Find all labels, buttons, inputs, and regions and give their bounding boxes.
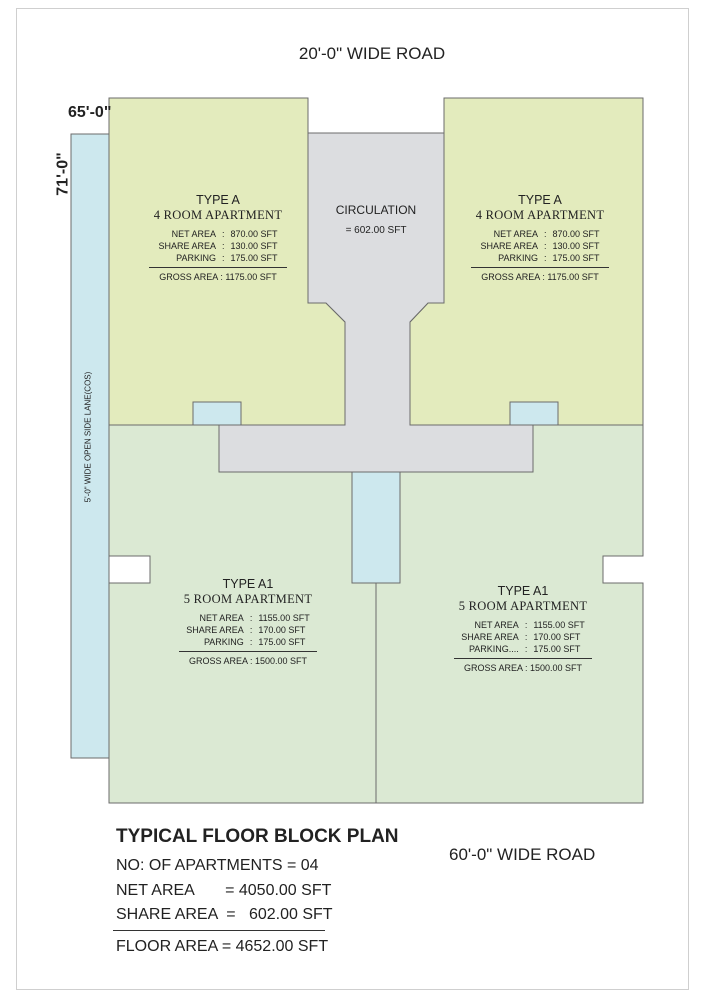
share-area-total: SHARE AREA = 602.00 SFT [116,906,333,923]
area-value: 1155.00 SFT [258,613,310,623]
area-value: 175.00 SFT [533,644,581,654]
area-key: PARKING.... [468,644,519,654]
area-table: NET AREA : 870.00 SFT SHARE AREA : 130.00 SFT PARKING : 175.00 SFT [480,229,600,263]
apartment-rooms: 5 ROOM APARTMENT [183,592,313,606]
apartment-rooms: 5 ROOM APARTMENT [458,599,588,613]
area-value: 1155.00 SFT [533,620,585,630]
divider [149,267,287,268]
divider [179,651,317,652]
road-label-top: 20'-0" WIDE ROAD [298,44,446,63]
area-key: NET AREA [199,613,244,623]
area-table: NET AREA : 1155.00 SFT SHARE AREA : 170.00 SFT PARKING.... : 175.00 SFT [461,620,585,654]
gross-area: GROSS AREA : 1175.00 SFT [481,272,599,282]
area-key: PARKING [176,253,216,263]
area-value: 130.00 SFT [230,241,278,251]
apartment-label-a-left [118,193,318,282]
apartment-rooms: 4 ROOM APARTMENT [153,208,283,222]
circulation-title: CIRCULATION [335,203,417,217]
opening-top-right [510,402,558,425]
area-value: 170.00 SFT [258,625,306,635]
area-key: NET AREA [474,620,519,630]
gross-area: GROSS AREA : 1500.00 SFT [463,663,583,673]
area-value: 170.00 SFT [533,632,581,642]
side-lane-label: 5'-0" WIDE OPEN SIDE LANE(COS) [83,371,93,503]
circulation-area-value: = 602.00 SFT [345,225,407,236]
divider [454,658,592,659]
gross-area: GROSS AREA : 1500.00 SFT [188,656,308,666]
summary-divider [113,930,325,931]
apartment-rooms: 4 ROOM APARTMENT [475,208,605,222]
apartment-label-a-right [440,193,640,282]
apartment-type: TYPE A [196,193,240,207]
apartment-type: TYPE A1 [222,577,274,591]
area-table: NET AREA : 1155.00 SFT SHARE AREA : 170.00 SFT PARKING : 175.00 SFT [186,613,310,647]
area-key: SHARE AREA [158,241,216,251]
opening-center [352,472,400,583]
circulation-label [308,203,444,236]
apartments-count: NO: OF APARTMENTS = 04 [116,857,319,874]
area-key: SHARE AREA [186,625,244,635]
area-key: SHARE AREA [461,632,519,642]
area-value: 175.00 SFT [552,253,600,263]
apartment-type: TYPE A1 [497,584,549,598]
area-table: NET AREA : 870.00 SFT SHARE AREA : 130.00 SFT PARKING : 175.00 SFT [158,229,278,263]
road-label-bottom: 60'-0" WIDE ROAD [449,845,596,864]
apartment-label-a1-right [408,584,638,673]
area-key: NET AREA [171,229,216,239]
block-plan-title: TYPICAL FLOOR BLOCK PLAN [116,826,399,847]
height-dimension: 71'-0" [54,152,72,196]
gross-area: GROSS AREA : 1175.00 SFT [159,272,277,282]
area-key: NET AREA [493,229,538,239]
area-value: 870.00 SFT [552,229,600,239]
divider [471,267,609,268]
area-value: 870.00 SFT [230,229,278,239]
opening-top-left [193,402,241,425]
area-key: PARKING [203,637,244,647]
apartment-type: TYPE A [518,193,562,207]
area-value: 130.00 SFT [552,241,600,251]
width-dimension: 65'-0" [68,104,112,121]
area-value: 175.00 SFT [258,637,306,647]
net-area-total: NET AREA = 4050.00 SFT [116,882,332,899]
area-value: 175.00 SFT [230,253,278,263]
floor-area-total: FLOOR AREA = 4652.00 SFT [116,938,329,955]
area-key: PARKING [498,253,538,263]
area-key: SHARE AREA [480,241,538,251]
apartment-label-a1-left [133,577,363,666]
